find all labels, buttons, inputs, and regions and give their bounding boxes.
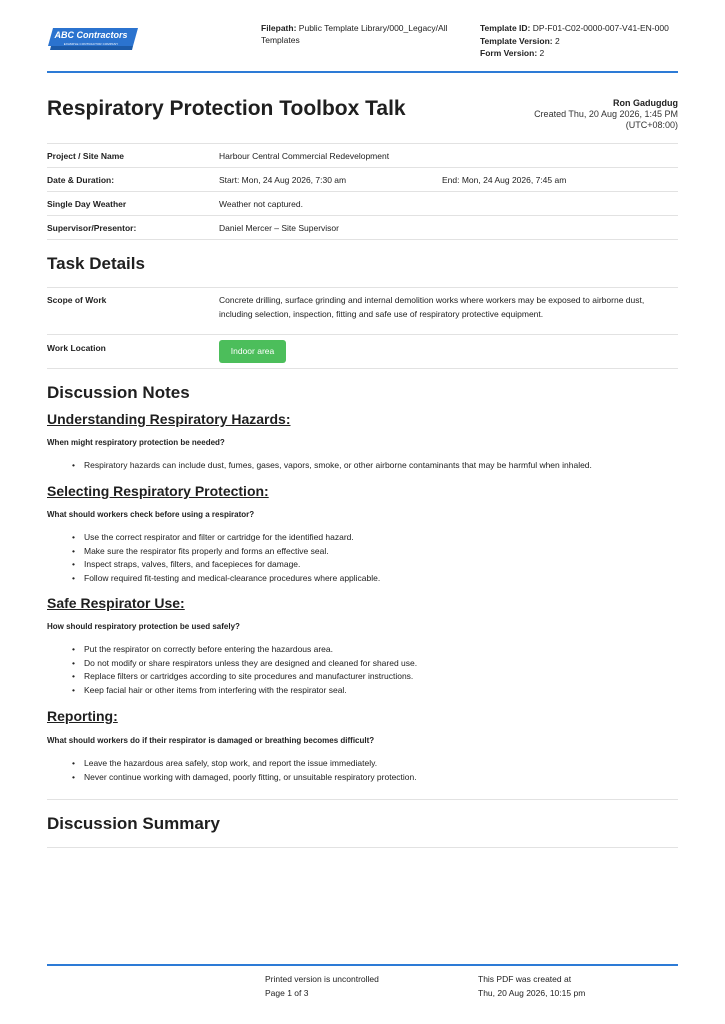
- row-divider: [47, 143, 678, 144]
- discussion-heading: Discussion Notes: [47, 383, 190, 402]
- row-divider: [47, 368, 678, 369]
- supervisor-label: Supervisor/Presentor:: [47, 223, 137, 233]
- list-item: • Make sure the respirator fits properly and forms an effective seal.: [84, 545, 380, 559]
- section-divider: [47, 799, 678, 800]
- list-item: • Use the correct respirator and filter or cartridge for the identified hazard.: [84, 531, 380, 545]
- logo-title: ABC Contractors: [54, 30, 128, 40]
- form-version-value: 2: [539, 48, 545, 58]
- section-divider: [47, 847, 678, 848]
- section-question: When might respiratory protection be needed?: [47, 438, 225, 447]
- template-meta: [480, 22, 680, 60]
- logo-subtitle: EXAMPLE CONTRACTOR COMPANY: [63, 42, 119, 46]
- footer-left: [265, 972, 379, 1000]
- template-version: [480, 35, 680, 48]
- section-question: How should respiratory protection be used safely?: [47, 622, 240, 631]
- page-number: Page 1 of 3: [265, 988, 309, 998]
- weather-value: Weather not captured.: [219, 199, 303, 209]
- bullet-list: [84, 757, 417, 784]
- project-label: Project / Site Name: [47, 151, 125, 161]
- date-label: Date & Duration:: [47, 175, 115, 185]
- date-end: End: Mon, 24 Aug 2026, 7:45 am: [442, 175, 567, 185]
- scope-value: Concrete drilling, surface grinding and internal demolition works where workers may be exposed to airborne dust, including selection, inspection, fitting and safe use of respiratory protective equipment.: [219, 295, 645, 319]
- list-item: • Inspect straps, valves, filters, and facepieces for damage.: [84, 558, 380, 572]
- footer-divider: [47, 964, 678, 966]
- location-tag: Indoor area: [219, 340, 286, 363]
- list-item: • Put the respirator on correctly before entering the hazardous area.: [84, 643, 417, 657]
- template-id-value: DP-F01-C02-0000-007-V41-EN-000: [532, 23, 669, 33]
- summary-heading: Discussion Summary: [47, 814, 220, 833]
- filepath: [261, 22, 461, 46]
- created-date: Created Thu, 20 Aug 2026, 1:45 PM: [534, 109, 678, 119]
- row-divider: [47, 167, 678, 168]
- list-item: • Never continue working with damaged, poorly fitting, or unsuitable respiratory protection.: [84, 771, 417, 785]
- task-details-heading: Task Details: [47, 254, 145, 273]
- bullet-list: [84, 459, 592, 473]
- project-value: Harbour Central Commercial Redevelopment: [219, 151, 390, 161]
- list-item: • Keep facial hair or other items from interfering with the respirator seal.: [84, 684, 417, 698]
- row-divider: [47, 239, 678, 240]
- row-divider: [47, 334, 678, 335]
- section-question: What should workers check before using a respirator?: [47, 510, 255, 519]
- list-item: • Follow required fit-testing and medical-clearance procedures where applicable.: [84, 572, 380, 586]
- filepath-value: Public Template Library/000_Legacy/All Templates: [261, 23, 448, 45]
- author-name: Ron Gadugdug: [613, 98, 678, 108]
- section-title: Safe Respirator Use:: [47, 595, 185, 611]
- date-start: Start: Mon, 24 Aug 2026, 7:30 am: [219, 175, 347, 185]
- author-block: [534, 98, 678, 131]
- list-item: • Leave the hazardous area safely, stop work, and report the issue immediately.: [84, 757, 417, 771]
- template-id-label: Template ID:: [480, 23, 531, 33]
- created-timezone: (UTC+08:00): [625, 120, 678, 130]
- company-logo: [47, 27, 139, 51]
- location-label: Work Location: [47, 343, 106, 353]
- section-title: Understanding Respiratory Hazards:: [47, 411, 291, 427]
- pdf-created-date: Thu, 20 Aug 2026, 10:15 pm: [478, 988, 586, 998]
- list-item: • Replace filters or cartridges according to site procedures and manufacturer instructions.: [84, 670, 417, 684]
- row-divider: [47, 215, 678, 216]
- page-title: Respiratory Protection Toolbox Talk: [47, 97, 406, 120]
- section-title: Selecting Respiratory Protection:: [47, 483, 269, 499]
- template-version-value: 2: [554, 35, 560, 46]
- scope-label: Scope of Work: [47, 295, 107, 305]
- footer-right: [478, 972, 585, 1000]
- list-item: • Respiratory hazards can include dust, fumes, gases, vapors, smoke, or other airborne contaminants that may be harmful when inhaled.: [84, 459, 592, 473]
- section-title: Reporting:: [47, 708, 118, 724]
- uncontrolled-note: Printed version is uncontrolled: [265, 974, 379, 984]
- form-version-label: Form Version:: [480, 48, 538, 58]
- form-version: [480, 47, 680, 60]
- bullet-list: [84, 643, 417, 697]
- section-question: What should workers do if their respirator is damaged or breathing becomes difficult?: [47, 736, 375, 745]
- header-divider: [47, 71, 678, 73]
- template-id: [480, 22, 680, 35]
- filepath-label: Filepath:: [261, 23, 297, 33]
- template-version-label: Template Version:: [480, 35, 553, 46]
- supervisor-value: Daniel Mercer – Site Supervisor: [219, 223, 339, 233]
- weather-label: Single Day Weather: [47, 199, 127, 209]
- pdf-created-label: This PDF was created at: [478, 974, 572, 984]
- list-item: • Do not modify or share respirators unless they are designed and cleaned for shared use.: [84, 657, 417, 671]
- bullet-list: [84, 531, 380, 585]
- row-divider: [47, 287, 678, 288]
- row-divider: [47, 191, 678, 192]
